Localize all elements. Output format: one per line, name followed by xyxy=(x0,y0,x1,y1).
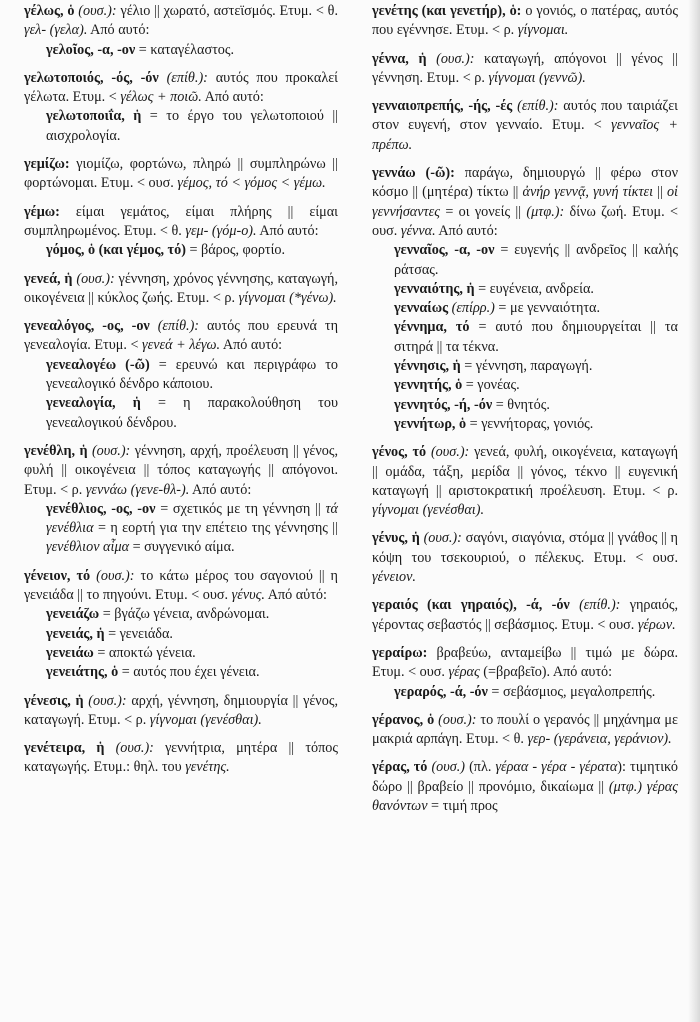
italic-text: (επίρρ.) xyxy=(451,300,495,317)
dictionary-entry xyxy=(24,692,338,731)
dictionary-entry xyxy=(372,711,678,750)
definition-text: γιομίζω, φορτώνω, πληρώ || συμπληρώνω || φορτώνομαι. Ετυμ. < ουσ. xyxy=(24,156,338,192)
headword: γέμω: xyxy=(24,203,60,220)
italic-text: (ουσ.): xyxy=(423,530,462,547)
definition-text: σαγόνι, σιαγόνια, στόμα || γνάθος || η κόψη του τσεκουριού, ο πέλεκυς. Ετυμ. < ουσ. xyxy=(372,530,678,566)
headword: γενναῖος, -α, -ον xyxy=(394,242,495,259)
headword: γενέτειρα, ἡ xyxy=(24,740,116,757)
italic-text: (επίθ.): xyxy=(166,69,208,86)
derived-entry xyxy=(372,357,678,376)
derived-entry xyxy=(372,683,678,702)
headword: γέννησις, ἡ xyxy=(394,358,461,375)
dictionary-entry xyxy=(24,442,338,558)
italic-text: (ουσ.): xyxy=(115,740,154,757)
definition-text: το κάτω μέρος του σαγονιού || η γενειάδα || το πηγούνι. Ετυμ. < ουσ. xyxy=(24,567,338,604)
headword: γένειον, τό xyxy=(24,567,97,584)
definition-text: = η εορτή για την επέτειο της γέννησης || xyxy=(93,520,338,537)
definition-text: Από αὐτό: xyxy=(264,587,327,604)
italic-text: τά γενέθλια xyxy=(46,500,338,537)
definition-text: = ευγένεια, ανδρεία. xyxy=(474,280,594,297)
headword: γελοῖος, -α, -ον xyxy=(46,41,136,58)
derived-entry xyxy=(24,625,338,644)
definition-text: = αυτό που δημιουργείται || τα σιτηρά || τα τέκνα. xyxy=(394,319,678,355)
italic-text: γεννάω (γενε-θλ-). xyxy=(85,481,190,498)
italic-text: (επίθ.): xyxy=(579,597,621,614)
dictionary-entry xyxy=(24,2,338,60)
definition-text: = γεννήτορας, γονιός. xyxy=(466,415,594,432)
definition-text: αρχή, γέννηση, δημιουργία || γένος, καταγωγή. Ετυμ. < ρ. xyxy=(24,692,338,728)
italic-text: γελ- (γελα). xyxy=(24,22,88,39)
headword: γενειάτης, ὁ xyxy=(46,664,119,681)
definition-text: καταγωγή, απόγονοι || γένος || γέννηση. Ετυμ. < ρ. xyxy=(372,50,678,86)
headword: γελωτοποιΐα, ἡ xyxy=(46,108,142,125)
definition-text: παράγω, δημιουργώ || φέρω στον κόσμο || (μητέρα) τίκτω || xyxy=(372,165,678,201)
italic-text: γίγνομαι (*γένω). xyxy=(238,289,337,306)
derived-entry xyxy=(24,241,338,260)
italic-text: (μτφ.): xyxy=(526,203,565,220)
headword: γεννήτωρ, ὁ xyxy=(394,415,467,432)
entry-main xyxy=(372,97,678,155)
entry-main xyxy=(24,692,338,731)
italic-text: γένυς. xyxy=(231,587,265,604)
entry-main xyxy=(372,758,678,816)
definition-text: γεννήτρια, μητέρα || τόπος καταγωγής. Ετυμ.: θηλ. του xyxy=(24,740,338,776)
headword: γεραίρω: xyxy=(372,644,428,661)
definition-text: γηραιός, γέροντας σεβαστός || σεβάσμιος. Ετυμ. < ουσ. xyxy=(372,597,678,633)
dictionary-entry xyxy=(372,596,678,635)
italic-text: γέλως + ποιῶ. xyxy=(120,89,202,106)
headword: γεραιός (και γηραιός), -ά, -όν xyxy=(372,597,580,614)
headword: γέλως, ὁ xyxy=(24,3,79,19)
italic-text: (ουσ.): xyxy=(438,711,477,728)
derived-entry xyxy=(24,356,338,395)
headword: γέρανος, ὁ xyxy=(372,711,439,728)
definition-text: βραβεύω, ανταμείβω || τιμώ με δώρα. Ετυμ. < ουσ. xyxy=(372,644,678,681)
definition-text: = καταγέλαστος. xyxy=(135,41,235,58)
italic-text: γέμος, τό < γόμος < γέμω. xyxy=(177,175,326,192)
headword: γενεαλογία, ἡ xyxy=(46,395,141,412)
derived-entry xyxy=(372,376,678,395)
italic-text: (ουσ.): xyxy=(88,692,127,709)
italic-text: γενέτης. xyxy=(185,759,230,776)
italic-text: γερ- (γεράνεια, γεράνιον). xyxy=(527,731,672,748)
definition-text: = αυτός που έχει γένεια. xyxy=(118,664,260,681)
entry-main xyxy=(24,567,338,606)
derived-entry xyxy=(24,41,338,60)
derived-entry xyxy=(24,394,338,433)
left-column xyxy=(24,2,338,787)
italic-text: γίγνομαι (γενέσθαι). xyxy=(372,502,484,519)
definition-text: είμαι γεμάτος, είμαι πλήρης || είμαι συμπληρωμένος. Ετυμ. < θ. xyxy=(24,203,338,239)
definition-text: Από αυτό: xyxy=(189,481,252,498)
entry-main xyxy=(24,442,338,500)
dictionary-entry xyxy=(24,155,338,194)
dictionary-entry xyxy=(372,97,678,155)
italic-text: γέννα. xyxy=(400,222,436,239)
definition-text: το πουλί ο γερανός || μηχάνημα με μακριά αρπάγη. Ετυμ. < θ. xyxy=(372,711,678,748)
definition-text: = συγγενικό αίμα. xyxy=(129,539,235,556)
definition-text: δίνω ζωή. Ετυμ. < ουσ. xyxy=(372,203,679,239)
dictionary-entry xyxy=(372,2,678,41)
definition-text: γέννηση, αρχή, προέλευση || γένος, φυλή || οικογένεια || τόπος καταγωγής || απόγονοι. Ετυμ. < ρ. xyxy=(24,442,338,498)
italic-text: γίγνομαι (γεννῶ). xyxy=(488,69,586,86)
entry-main xyxy=(24,155,338,194)
definition-text: = αποκτώ γένεια. xyxy=(93,644,196,661)
definition-text: = θνητός. xyxy=(492,396,550,413)
dictionary-entry xyxy=(372,529,678,587)
dictionary-entry xyxy=(24,567,338,683)
headword: γέρας, τό xyxy=(372,759,432,776)
dictionary-entry xyxy=(372,164,678,434)
dictionary-entry xyxy=(24,739,338,778)
italic-text: (μτφ.) γέρας θανόντων xyxy=(372,778,678,814)
headword: γεννητός, -ή, -όν xyxy=(394,396,493,413)
headword: γένος, τό xyxy=(372,444,431,461)
entry-main xyxy=(24,2,338,41)
entry-main xyxy=(24,69,338,108)
entry-main xyxy=(372,2,678,41)
italic-text: (επίθ.): xyxy=(517,98,559,115)
dictionary-entry xyxy=(24,317,338,433)
italic-text: γενναῖος + πρέπω. xyxy=(372,117,678,153)
italic-text: γέραα - γέρα - γέρατα xyxy=(495,759,618,776)
entry-main xyxy=(372,596,678,635)
italic-text: γίγνομαι (γενέσθαι). xyxy=(149,711,262,728)
definition-text: γενεά, φυλή, οικογένεια, καταγωγή || ομάδα, τάξη, μερίδα || γόνος, τέκνο || ευγενική καταγωγή || αριστοκρατική προέλευση. Ετυμ. < ρ. xyxy=(372,444,678,499)
definition-text: = βάρος, φορτίο. xyxy=(185,242,286,259)
headword: γέννημα, τό xyxy=(394,319,470,336)
headword: γελωτοποιός, -ός, -όν xyxy=(24,69,167,86)
dictionary-entry xyxy=(372,443,678,520)
definition-text: αυτός που προκαλεί γέλωτα. Ετυμ. < xyxy=(24,69,338,106)
headword: γενέθλη, ἡ xyxy=(24,442,92,459)
italic-text: γενεά + λέγω. xyxy=(142,337,221,354)
dictionary-entry xyxy=(372,50,678,89)
derived-entry xyxy=(372,299,678,318)
definition-text: γέννηση, χρόνος γέννησης, καταγωγή, οικογένεια || κύκλος ζωής. Ετυμ. < ρ. xyxy=(24,270,338,306)
derived-entry xyxy=(372,241,678,280)
definition-text: (πλ. xyxy=(465,759,496,776)
definition-text: = γέννηση, παραγωγή. xyxy=(460,358,593,375)
headword: γενεαλογέω (-ῶ) xyxy=(46,356,150,373)
italic-text: (ουσ.) xyxy=(431,759,466,776)
entry-main xyxy=(372,50,678,89)
definition-text: = σεβάσμιος, μεγαλοπρεπής. xyxy=(487,683,656,700)
italic-text: γεμ- (γόμ-ο). xyxy=(185,222,257,239)
definition-text: = με γενναιότητα. xyxy=(494,300,601,317)
dictionary-entry xyxy=(24,69,338,146)
definition-text: ο γονιός, ο πατέρας, αυτός που εγέννησε. Ετυμ. < ρ. xyxy=(372,3,678,39)
italic-text: γενέθλιον αἷμα xyxy=(46,539,130,556)
italic-text: ἀνήρ γεννᾷ, γυνή τίκτει xyxy=(522,184,654,201)
entry-main xyxy=(372,529,678,587)
derived-entry xyxy=(24,663,338,682)
italic-text: (ουσ.): xyxy=(91,442,131,459)
entry-main xyxy=(24,739,338,778)
headword: γενεαλόγος, -ος, -ον xyxy=(24,318,158,335)
definition-text: Από αυτό: xyxy=(256,222,319,239)
definition-text: αυτός που ερευνά τη γενεαλογία. Ετυμ. < xyxy=(24,318,338,354)
italic-text: (ουσ.): xyxy=(96,567,135,584)
italic-text: (ουσ.): xyxy=(78,3,117,19)
derived-entry xyxy=(24,500,338,558)
entry-main xyxy=(24,270,338,309)
headword: γενειάω xyxy=(46,644,94,661)
derived-entry xyxy=(372,280,678,299)
headword: γεμίζω: xyxy=(24,156,70,173)
definition-text: (=βραβεῖο). Από αυτό: xyxy=(479,664,613,681)
entry-main xyxy=(372,443,678,520)
definition-text: = οι γονείς || xyxy=(439,203,527,220)
italic-text: (ουσ.): xyxy=(430,444,470,461)
italic-text: γένειον. xyxy=(372,569,416,586)
italic-text: οἱ γεννήσαντες xyxy=(372,184,678,220)
italic-text: γέρων. xyxy=(637,616,676,633)
derived-entry xyxy=(372,318,678,357)
entry-main xyxy=(24,317,338,356)
headword: γένεσις, ἡ xyxy=(24,692,89,709)
derived-entry xyxy=(24,605,338,624)
italic-text: γίγνομαι. xyxy=(517,22,569,39)
dictionary-entry xyxy=(24,203,338,261)
headword: γένυς, ἡ xyxy=(372,530,424,547)
definition-text: ): τιμητικό δώρο || βραβείο || προνόμιο, δικαίωμα || xyxy=(372,759,678,795)
definition-text: Από αυτό: xyxy=(201,89,264,106)
definition-text: = ερευνώ και περιγράφω το γενεαλογικό δένδρο κάποιου. xyxy=(46,356,338,393)
headword: γενέθλιος, -ος, -ον xyxy=(46,500,156,517)
headword: γέννα, ἡ xyxy=(372,50,437,67)
entry-main xyxy=(372,164,678,241)
entry-main xyxy=(372,644,678,683)
headword: γενειάζω xyxy=(46,606,100,623)
headword: γεννητής, ὁ xyxy=(394,377,463,394)
headword: γενναιοπρεπής, -ής, -ές xyxy=(372,98,518,115)
derived-entry xyxy=(372,415,678,434)
italic-text: (επίθ.): xyxy=(157,318,200,335)
derived-entry xyxy=(24,644,338,663)
right-column xyxy=(372,2,678,825)
headword: γενέτης (και γενετήρ), ὁ: xyxy=(372,3,522,19)
headword: γεννάω (-ῶ): xyxy=(372,165,455,182)
headword: γενναιότης, ἡ xyxy=(394,280,475,297)
definition-text: γέλιο || χωρατό, αστεϊσμός. Ετυμ. < θ. xyxy=(116,3,338,19)
dictionary-entry xyxy=(372,758,678,816)
entry-main xyxy=(24,203,338,242)
definition-text: = τιμή προς xyxy=(427,797,498,814)
derived-entry xyxy=(372,396,678,415)
italic-text: (ουσ.): xyxy=(76,270,115,287)
dictionary-entry xyxy=(372,644,678,702)
headword: γενναίως xyxy=(394,300,452,317)
entry-main xyxy=(372,711,678,750)
italic-text: γέρας xyxy=(448,664,480,681)
definition-text: = η παρακολούθηση του γενεαλογικού δένδρου. xyxy=(46,395,338,431)
definition-text: Από αυτό: xyxy=(87,22,150,39)
derived-entry xyxy=(24,107,338,146)
page-edge-shadow xyxy=(688,0,700,1022)
definition-text: = γενειάδα. xyxy=(104,625,173,642)
headword: γενεά, ἡ xyxy=(24,270,77,287)
italic-text: (ουσ.): xyxy=(436,50,475,67)
definition-text: Από αυτό: xyxy=(435,222,498,239)
definition-text: αυτός που ταιριάζει στον ευγενή, στον γενναίο. Ετυμ. < xyxy=(372,98,678,134)
headword: γόμος, ὁ (και γέμος, τό) xyxy=(46,242,186,259)
definition-text: = βγάζω γένεια, ανδρώνομαι. xyxy=(99,606,270,623)
headword: γεραρός, -ά, -όν xyxy=(394,683,488,700)
definition-text: = το έργο του γελωτοποιού || αισχρολογία. xyxy=(46,108,338,144)
dictionary-entry xyxy=(24,270,338,309)
definition-text: Από αυτό: xyxy=(220,337,283,354)
definition-text: = γονέας. xyxy=(462,377,520,394)
headword: γενειάς, ἡ xyxy=(46,625,105,642)
definition-text: = ευγενής || ανδρεῖος || καλής ράτσας. xyxy=(394,242,678,278)
definition-text: = σχετικός με τη γέννηση || xyxy=(155,500,326,517)
definition-text: || xyxy=(653,184,667,201)
